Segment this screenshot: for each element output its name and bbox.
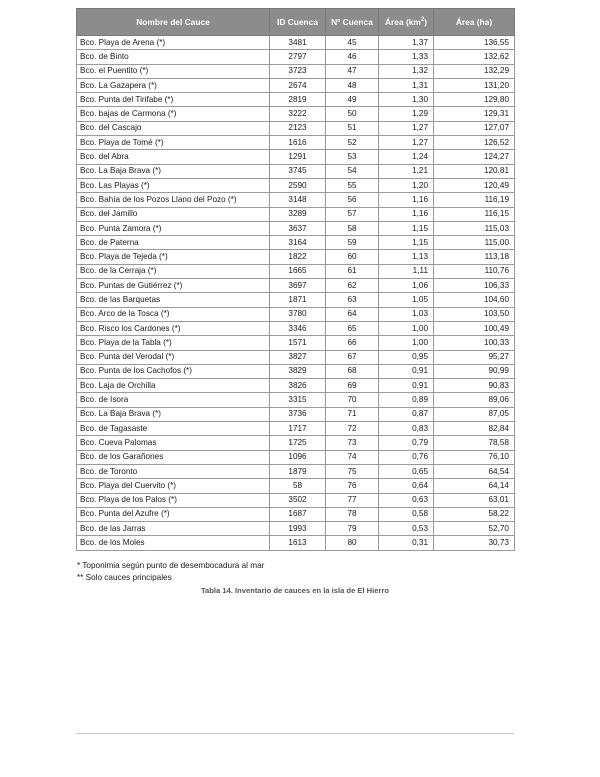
cell-area-ha: 115,00 [434,236,515,250]
cell-area-ha: 120,49 [434,178,515,192]
cell-area-ha: 58,22 [434,507,515,521]
cell-area-ha: 129,80 [434,93,515,107]
cell-n-cuenca: 78 [326,507,379,521]
cell-id-cuenca: 3164 [270,236,326,250]
cell-nombre: Bco. del Cascajo [77,121,270,135]
cell-nombre: Bco. Arco de la Tosca (*) [77,307,270,321]
header-id-cuenca: ID Cuenca [270,9,326,36]
table-row [77,164,515,178]
cell-id-cuenca: 1993 [270,522,326,536]
cell-n-cuenca: 46 [326,50,379,64]
cell-nombre: Bco. Cueva Palomas [77,436,270,450]
table-row [77,336,515,350]
table-row [77,207,515,221]
cell-id-cuenca: 1725 [270,436,326,450]
cell-area-ha: 76,10 [434,450,515,464]
header-area-ha: Área (ha) [434,9,515,36]
cell-area-ha: 82,84 [434,422,515,436]
cell-id-cuenca: 2123 [270,121,326,135]
cell-n-cuenca: 69 [326,379,379,393]
cell-area-ha: 126,52 [434,136,515,150]
cell-nombre: Bco. de la Cerraja (*) [77,264,270,278]
cell-nombre: Bco. Playa de Tomé (*) [77,136,270,150]
cell-nombre: Bco. de las Barquetas [77,293,270,307]
cell-area-km2: 1,00 [379,321,434,335]
table-row [77,136,515,150]
cell-area-km2: 1,24 [379,150,434,164]
cell-area-km2: 1,16 [379,207,434,221]
cell-area-km2: 0,53 [379,522,434,536]
cell-n-cuenca: 48 [326,78,379,92]
cell-area-ha: 131,20 [434,78,515,92]
cell-n-cuenca: 60 [326,250,379,264]
cell-id-cuenca: 3481 [270,36,326,50]
cell-n-cuenca: 52 [326,136,379,150]
cell-area-km2: 0,65 [379,464,434,478]
cell-nombre: Bco. Playa de Tejeda (*) [77,250,270,264]
note-cauces-principales: ** Solo cauces principales [77,573,172,582]
cell-n-cuenca: 68 [326,364,379,378]
cell-area-ha: 64,14 [434,479,515,493]
cell-area-km2: 1,21 [379,164,434,178]
cell-nombre: Bco. Punta del Tirifabe (*) [77,93,270,107]
cell-nombre: Bco. de Paterna [77,236,270,250]
header-n-cuenca: Nº Cuenca [326,9,379,36]
cell-nombre: Bco. el Puentito (*) [77,64,270,78]
cell-area-km2: 1,20 [379,178,434,192]
cell-area-ha: 104,60 [434,293,515,307]
cell-area-km2: 1,37 [379,36,434,50]
table-row [77,78,515,92]
cell-area-km2: 1,00 [379,336,434,350]
table-body [77,36,515,551]
cell-id-cuenca: 3780 [270,307,326,321]
table-row [77,221,515,235]
cell-id-cuenca: 3637 [270,221,326,235]
cell-area-km2: 1,15 [379,236,434,250]
cell-n-cuenca: 59 [326,236,379,250]
cell-n-cuenca: 77 [326,493,379,507]
table-row [77,350,515,364]
cell-nombre: Bco. del Jamillo [77,207,270,221]
table-row [77,178,515,192]
cell-nombre: Bco. bajas de Carmona (*) [77,107,270,121]
cell-n-cuenca: 47 [326,64,379,78]
cell-n-cuenca: 70 [326,393,379,407]
cell-n-cuenca: 57 [326,207,379,221]
cell-n-cuenca: 71 [326,407,379,421]
cell-nombre: Bco. La Gazapera (*) [77,78,270,92]
footer-divider [76,733,514,734]
cell-area-ha: 90,99 [434,364,515,378]
table-row [77,450,515,464]
cell-id-cuenca: 1665 [270,264,326,278]
cell-n-cuenca: 50 [326,107,379,121]
cell-n-cuenca: 73 [326,436,379,450]
cell-area-km2: 1,13 [379,250,434,264]
cell-id-cuenca: 1871 [270,293,326,307]
cell-n-cuenca: 66 [326,336,379,350]
cell-nombre: Bco. del Abra [77,150,270,164]
table-row [77,493,515,507]
cell-nombre: Bco. Playa de los Palos (*) [77,493,270,507]
cell-area-ha: 64,54 [434,464,515,478]
cell-nombre: Bco. de Isora [77,393,270,407]
cell-n-cuenca: 80 [326,536,379,550]
table-row [77,464,515,478]
table-row [77,50,515,64]
table-row [77,422,515,436]
cell-nombre: Bco. Bahía de los Pozos Llano del Pozo (*) [77,193,270,207]
table-row [77,393,515,407]
table-row [77,107,515,121]
table-row [77,364,515,378]
cell-n-cuenca: 67 [326,350,379,364]
cell-id-cuenca: 3745 [270,164,326,178]
cell-area-ha: 87,05 [434,407,515,421]
cell-area-km2: 1,15 [379,221,434,235]
cell-n-cuenca: 63 [326,293,379,307]
cell-id-cuenca: 3697 [270,279,326,293]
cell-area-km2: 1,27 [379,121,434,135]
table-row [77,436,515,450]
cell-area-ha: 95,27 [434,350,515,364]
cell-area-ha: 115,03 [434,221,515,235]
cell-nombre: Bco. Puntas de Gutiérrez (*) [77,279,270,293]
table-row [77,250,515,264]
cell-id-cuenca: 2819 [270,93,326,107]
table-row [77,150,515,164]
note-toponimia: * Toponimia según punto de desembocadura al mar [77,561,265,570]
cell-area-ha: 116,19 [434,193,515,207]
cell-n-cuenca: 55 [326,178,379,192]
cell-area-km2: 1,05 [379,293,434,307]
cell-area-km2: 0,91 [379,379,434,393]
cell-area-ha: 106,33 [434,279,515,293]
cell-id-cuenca: 3502 [270,493,326,507]
cell-n-cuenca: 72 [326,422,379,436]
cell-area-ha: 103,50 [434,307,515,321]
cell-area-ha: 120,81 [434,164,515,178]
cell-area-km2: 0,89 [379,393,434,407]
cell-area-ha: 127,07 [434,121,515,135]
cell-area-ha: 129,31 [434,107,515,121]
table-row [77,36,515,50]
cell-area-ha: 136,55 [434,36,515,50]
cell-n-cuenca: 62 [326,279,379,293]
cell-id-cuenca: 3289 [270,207,326,221]
table-header-row [77,9,515,36]
cell-area-ha: 132,62 [434,50,515,64]
cell-area-ha: 100,33 [434,336,515,350]
cell-area-ha: 116,15 [434,207,515,221]
cell-area-km2: 0,64 [379,479,434,493]
cell-id-cuenca: 3736 [270,407,326,421]
table-row [77,507,515,521]
cell-nombre: Bco. La Baja Brava (*) [77,164,270,178]
cell-id-cuenca: 3315 [270,393,326,407]
cell-area-km2: 1,30 [379,93,434,107]
cell-area-km2: 0,31 [379,536,434,550]
cell-area-km2: 0,79 [379,436,434,450]
table-row [77,321,515,335]
cauces-table [76,8,515,551]
table-row [77,379,515,393]
cell-id-cuenca: 1879 [270,464,326,478]
cell-n-cuenca: 58 [326,221,379,235]
table-row [77,193,515,207]
cell-id-cuenca: 1096 [270,450,326,464]
cell-id-cuenca: 1291 [270,150,326,164]
cell-n-cuenca: 64 [326,307,379,321]
cell-area-km2: 1,16 [379,193,434,207]
table-row [77,293,515,307]
cell-area-ha: 124,27 [434,150,515,164]
cell-nombre: Bco. Punta del Azufre (*) [77,507,270,521]
cell-n-cuenca: 53 [326,150,379,164]
header-area-km2-close: ) [424,17,427,27]
cell-id-cuenca: 2797 [270,50,326,64]
cell-area-km2: 0,87 [379,407,434,421]
cell-area-km2: 0,76 [379,450,434,464]
cell-area-km2: 0,83 [379,422,434,436]
table-row [77,407,515,421]
cell-area-ha: 78,58 [434,436,515,450]
cell-area-km2: 0,63 [379,493,434,507]
table-row [77,64,515,78]
cell-area-km2: 1,27 [379,136,434,150]
cell-id-cuenca: 3346 [270,321,326,335]
cell-n-cuenca: 54 [326,164,379,178]
cell-n-cuenca: 79 [326,522,379,536]
cell-id-cuenca: 58 [270,479,326,493]
cell-area-km2: 0,58 [379,507,434,521]
cell-n-cuenca: 74 [326,450,379,464]
cell-n-cuenca: 51 [326,121,379,135]
cell-n-cuenca: 49 [326,93,379,107]
cell-area-ha: 89,06 [434,393,515,407]
cell-nombre: Bco. de los Garañones [77,450,270,464]
cell-nombre: Bco. de las Jarras [77,522,270,536]
table-row [77,479,515,493]
cell-nombre: Bco. Playa del Cuervito (*) [77,479,270,493]
cell-nombre: Bco. La Baja Brava (*) [77,407,270,421]
cell-area-km2: 1,33 [379,50,434,64]
cell-nombre: Bco. Punta de los Cachofos (*) [77,364,270,378]
cell-id-cuenca: 1822 [270,250,326,264]
table-row [77,522,515,536]
cell-id-cuenca: 3148 [270,193,326,207]
table-row [77,121,515,135]
cell-nombre: Bco. Playa de la Tabla (*) [77,336,270,350]
cell-nombre: Bco. de Tagasaste [77,422,270,436]
header-area-km2-base: Área (km [385,17,421,27]
header-nombre: Nombre del Cauce [77,9,270,36]
cell-id-cuenca: 1717 [270,422,326,436]
table-row [77,307,515,321]
cell-id-cuenca: 3222 [270,107,326,121]
cell-id-cuenca: 2674 [270,78,326,92]
cell-nombre: Bco. de Toronto [77,464,270,478]
table-row [77,536,515,550]
cell-area-km2: 1,03 [379,307,434,321]
cell-n-cuenca: 61 [326,264,379,278]
cell-area-ha: 90,83 [434,379,515,393]
cell-area-km2: 1,11 [379,264,434,278]
cell-area-km2: 1,29 [379,107,434,121]
cell-id-cuenca: 1616 [270,136,326,150]
cell-id-cuenca: 3826 [270,379,326,393]
table-caption: Tabla 14. Inventario de cauces en la isla de El Hierro [200,586,390,595]
cell-area-ha: 110,76 [434,264,515,278]
cell-n-cuenca: 76 [326,479,379,493]
cell-area-ha: 30,73 [434,536,515,550]
cell-nombre: Bco. Punta del Verodal (*) [77,350,270,364]
cell-area-km2: 1,06 [379,279,434,293]
cell-area-km2: 1,31 [379,78,434,92]
cell-nombre: Bco. de Binto [77,50,270,64]
cell-area-km2: 0,91 [379,364,434,378]
table-row [77,236,515,250]
cell-nombre: Bco. Risco los Cardones (*) [77,321,270,335]
cell-n-cuenca: 56 [326,193,379,207]
cell-area-ha: 132,29 [434,64,515,78]
cell-nombre: Bco. Las Playas (*) [77,178,270,192]
cell-nombre: Bco. de los Moles [77,536,270,550]
header-area-km2-sup: 2 [420,17,425,24]
table-row [77,264,515,278]
cell-id-cuenca: 3723 [270,64,326,78]
cell-n-cuenca: 65 [326,321,379,335]
table-row [77,93,515,107]
cell-nombre: Bco. Laja de Orchilla [77,379,270,393]
cell-id-cuenca: 3827 [270,350,326,364]
cell-nombre: Bco. Playa de Arena (*) [77,36,270,50]
table-row [77,279,515,293]
cell-area-ha: 113,18 [434,250,515,264]
cell-area-ha: 100,49 [434,321,515,335]
cell-id-cuenca: 2590 [270,178,326,192]
cell-id-cuenca: 3829 [270,364,326,378]
cell-id-cuenca: 1613 [270,536,326,550]
cell-area-km2: 0,95 [379,350,434,364]
cell-id-cuenca: 1571 [270,336,326,350]
cell-area-ha: 63,01 [434,493,515,507]
cell-id-cuenca: 1687 [270,507,326,521]
cell-n-cuenca: 45 [326,36,379,50]
table-notes [77,560,264,584]
cell-nombre: Bco. Punta Zamora (*) [77,221,270,235]
cell-area-km2: 1,32 [379,64,434,78]
cell-n-cuenca: 75 [326,464,379,478]
header-area-km2 [379,9,434,36]
cell-area-ha: 52,70 [434,522,515,536]
